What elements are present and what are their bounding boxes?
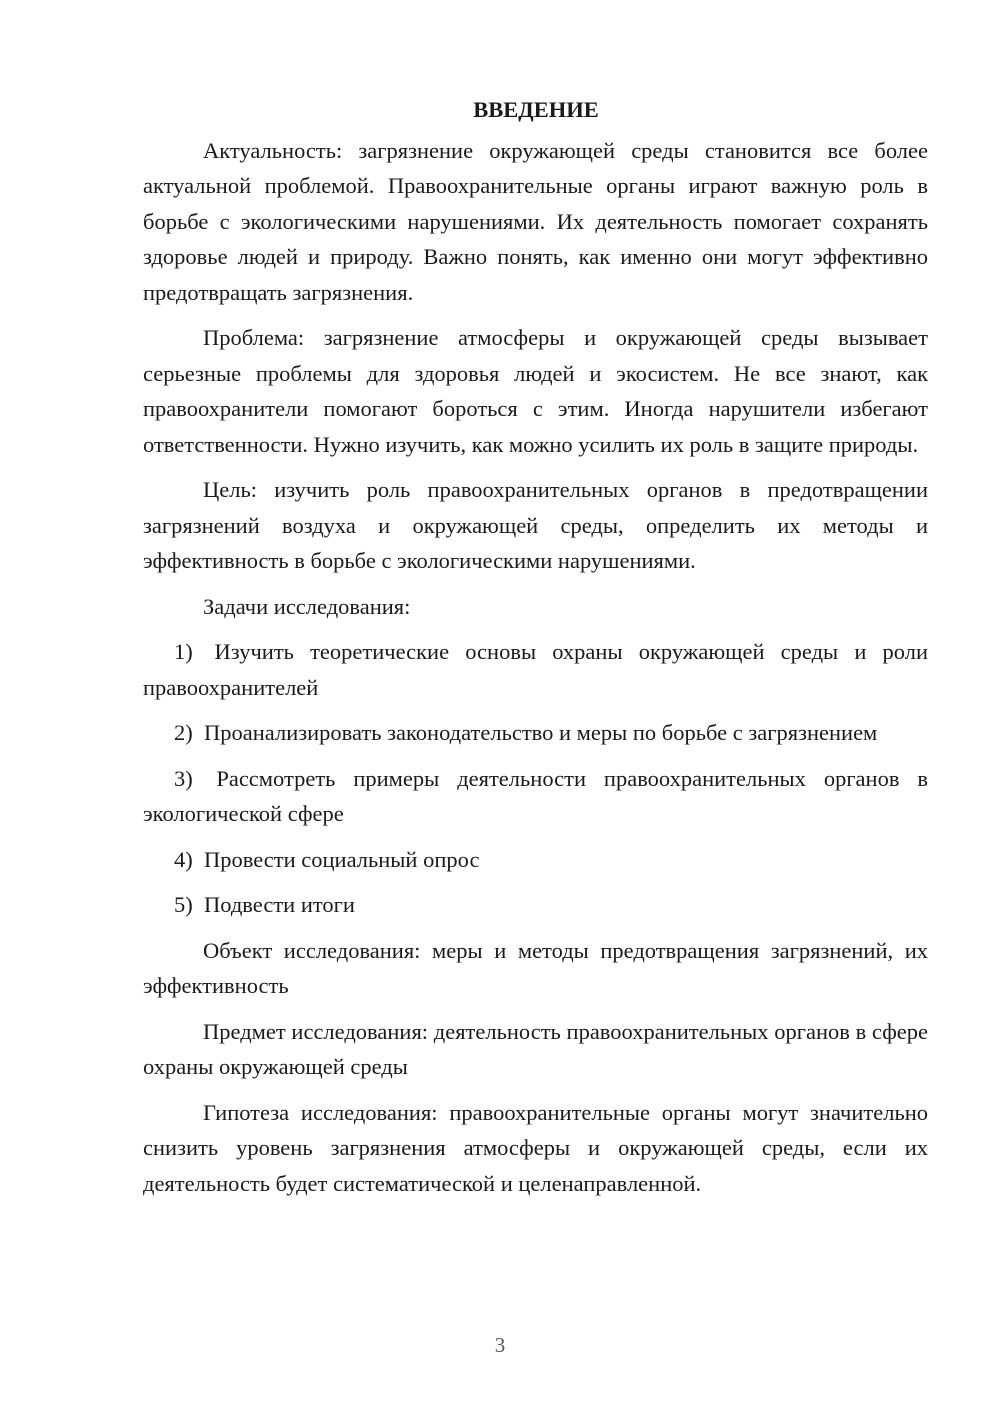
list-item bbox=[143, 634, 928, 705]
list-item bbox=[143, 761, 928, 832]
list-item-number: 5) bbox=[174, 892, 193, 917]
list-item-number: 3) bbox=[174, 765, 193, 791]
paragraph-goal: Цель: изучить роль правоохранительных органов в предотвращении загрязнений воздуха и окружающей среды, определить их методы и эффективность в борьбе с экологическими нарушениями. bbox=[143, 477, 928, 573]
list-item-text: Провести социальный опрос bbox=[204, 846, 480, 872]
paragraph-relevance: Актуальность: загрязнение окружающей среды становится все более актуальной проблемой. Правоохранительные органы играют важную роль в борьбе с экологическими нарушениями. Их деятельность помогает сохранять здоровье людей и природу. Важно понять, как именно они могут эффективно предотвращать загрязнения. bbox=[143, 137, 928, 305]
list-item bbox=[143, 842, 928, 878]
list-item bbox=[143, 887, 928, 923]
document-page bbox=[143, 92, 928, 1211]
paragraph-subject: Предмет исследования: деятельность правоохранительных органов в сфере охраны окружающей среды bbox=[143, 1018, 928, 1079]
list-item-text: Проанализировать законодательство и меры по борьбе с загрязнением bbox=[204, 720, 878, 745]
paragraph-hypothesis: Гипотеза исследования: правоохранительные органы могут значительно снизить уровень загрязнения атмосферы и окружающей среды, если их деятельность будет систематической и целенаправленной. bbox=[143, 1099, 928, 1196]
list-item bbox=[143, 715, 928, 751]
page-title: ВВЕДЕНИЕ bbox=[473, 97, 599, 122]
paragraph-problem: Проблема: загрязнение атмосферы и окружающей среды вызывает серьезные проблемы для здоровья людей и экосистем. Не все знают, как правоохранители помогают бороться с этим. Иногда нарушители избегают ответственности. Нужно изучить, как можно усилить их роль в защите природы. bbox=[143, 325, 928, 457]
list-item-text: Изучить теоретические основы охраны окружающей среды и роли правоохранителей bbox=[143, 639, 928, 700]
tasks-heading: Задачи исследования: bbox=[203, 593, 411, 619]
paragraph-object: Объект исследования: меры и методы предотвращения загрязнений, их эффективность bbox=[143, 937, 928, 998]
list-item-number: 2) bbox=[174, 720, 193, 745]
list-item-text: Рассмотреть примеры деятельности правоохранительных органов в экологической сфере bbox=[143, 765, 929, 826]
list-item-number: 4) bbox=[174, 846, 193, 872]
list-item-number: 1) bbox=[174, 639, 193, 664]
page-number: 3 bbox=[494, 1333, 506, 1357]
list-item-text: Подвести итоги bbox=[204, 892, 355, 917]
